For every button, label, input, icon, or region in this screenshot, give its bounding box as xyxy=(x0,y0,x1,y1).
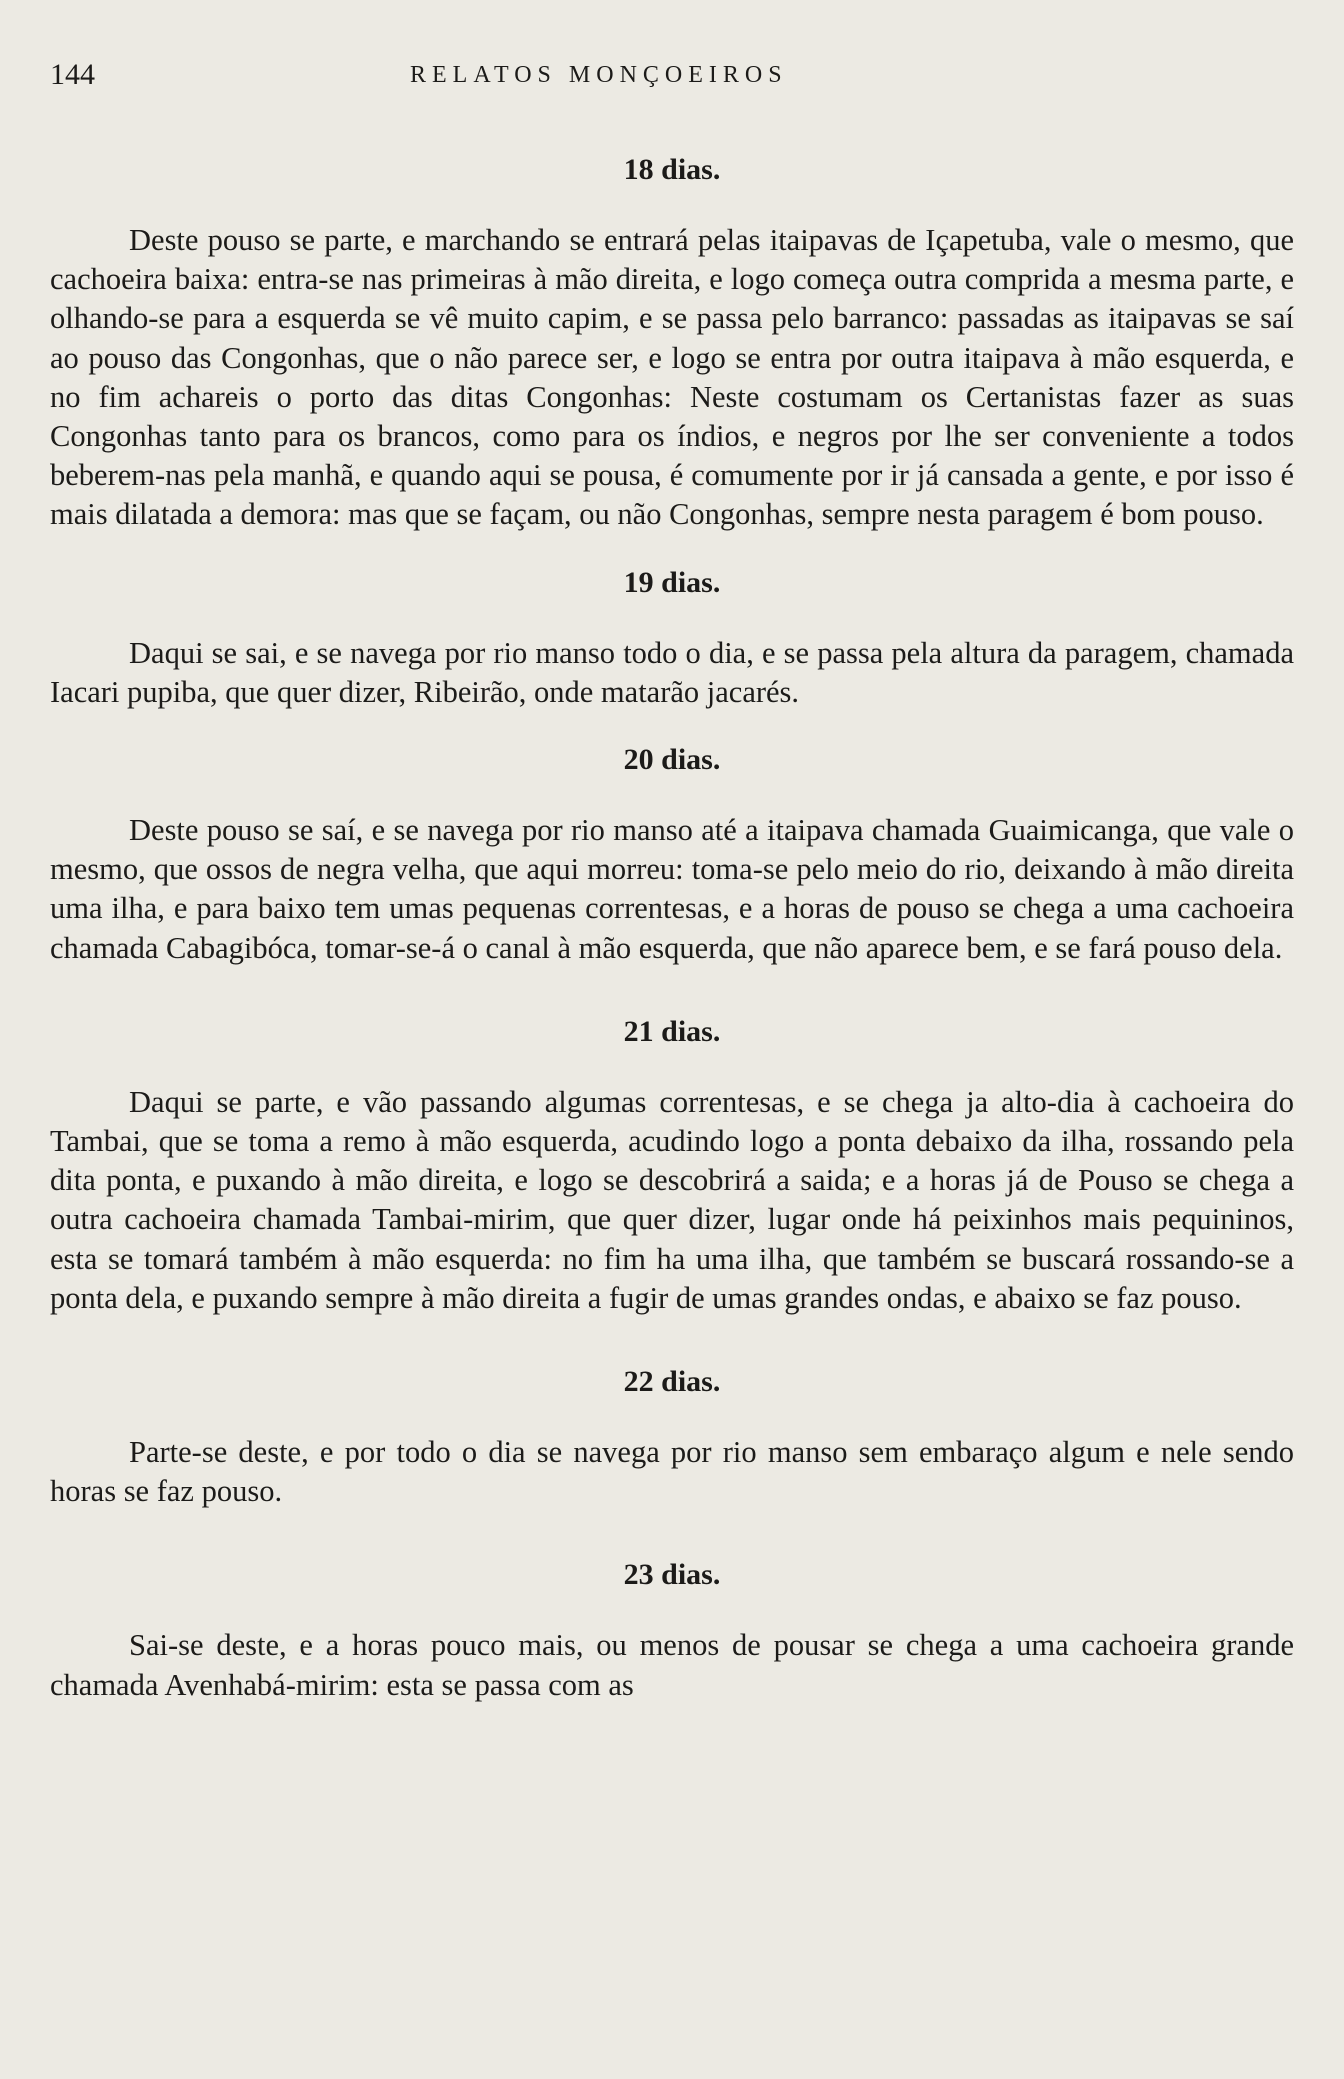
day-21-paragraph: Daqui se parte, e vão passando algumas correntesas, e se chega ja alto-dia à cachoeira do Tambai, que se toma a remo à mão esquerda, acudindo logo a ponta debaixo da ilha, rossando pela dita ponta, e puxando à mão direita, e logo se descobrirá a saida; e a horas já de Pouso se chega a outra cachoeira chamada Tambai-mirim, que quer dizer, lugar onde há peixinhos mais pequininos, esta se tomará também à mão esquerda: no fim ha uma ilha, que também se buscará rossando-se a ponta dela, e puxando sempre à mão direita a fugir de umas grandes ondas, e abaixo se faz pouso. xyxy=(50,1084,1294,1315)
day-22-paragraph: Parte-se deste, e por todo o dia se navega por rio manso sem embaraço algum e nele sendo horas se faz pouso. xyxy=(50,1435,1294,1509)
running-head xyxy=(50,58,1294,98)
day-19-paragraph: Daqui se sai, e se navega por rio manso todo o dia, e se passa pela altura da paragem, chamada Iacari pupiba, que quer dizer, Ribeirão, onde matarão jacarés. xyxy=(50,635,1294,709)
day-heading-21: 21 dias. xyxy=(623,1014,721,1048)
page-number: 144 xyxy=(50,58,95,91)
day-heading-19: 19 dias. xyxy=(623,565,721,599)
book-title: RELATOS MONÇOEIROS xyxy=(410,62,788,88)
day-heading-23: 23 dias. xyxy=(623,1558,721,1592)
day-heading-22: 22 dias. xyxy=(623,1365,721,1399)
day-20-paragraph: Deste pouso se saí, e se navega por rio manso até a itaipava chamada Guaimicanga, que vale o mesmo, que ossos de negra velha, que aqui morreu: toma-se pelo meio do rio, deixando à mão direita uma ilha, e para baixo tem umas pequenas correntesas, e a horas de pouso se chega a uma cachoeira chamada Cabagibóca, tomar-se-á o canal à mão esquerda, que não aparece bem, e se fará pouso dela. xyxy=(50,813,1294,965)
day-heading-18: 18 dias. xyxy=(623,153,721,186)
day-18-paragraph: Deste pouso se parte, e marchando se entrará pelas itaipavas de Içapetuba, vale o mesmo, que cachoeira baixa: entra-se nas primeiras à mão direita, e logo começa outra comprida a mesma parte, e olhando-se para a esquerda se vê muito capim, e se passa pelo barranco: passadas as itaipavas se saí ao pouso das Congonhas, que o não parece ser, e logo se entra por outra itaipava à mão esquerda, e no fim achareis o porto das ditas Congonhas: Neste costumam os Certanistas fazer as suas Congonhas tanto para os brancos, como para os índios, e negros por lhe ser conveniente a todos beberem-nas pela manhã, e quando aqui se pousa, é comumente por ir já cansada a gente, e por isso é mais dilatada a demora: mas que se façam, ou não Congonhas, sempre nesta paragem é bom pouso. xyxy=(50,223,1294,532)
day-heading-20: 20 dias. xyxy=(623,743,721,777)
day-23-paragraph: Sai-se deste, e a horas pouco mais, ou menos de pousar se chega a uma cachoeira grande chamada Avenhabá-mirim: esta se passa com as xyxy=(50,1628,1294,1702)
text-block xyxy=(50,150,1294,1705)
